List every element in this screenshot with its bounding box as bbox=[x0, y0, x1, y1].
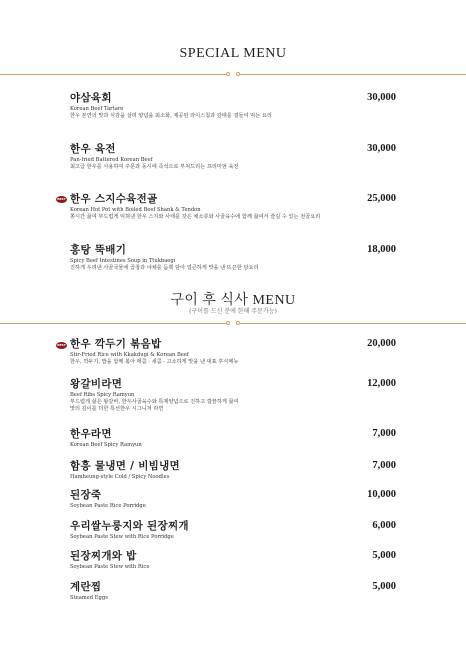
item-name: 된장찌개와 밥 bbox=[70, 550, 137, 562]
best-badge: BEST bbox=[57, 197, 66, 201]
menu-item-wanggalbi-ramyun bbox=[70, 378, 400, 413]
menu-item-yasam-yukhoe bbox=[70, 92, 400, 120]
item-english-name: Korean Beef Tartare bbox=[70, 106, 124, 112]
item-price: 6,000 bbox=[372, 520, 396, 531]
item-description: 부드럽게 삶은 왕갈비, 한우사골육수와 특제양념으로 진하고 깔끔하게 끓여 bbox=[70, 399, 239, 405]
item-price: 18,000 bbox=[367, 244, 396, 255]
menu-item-kkakdugi-fried-rice bbox=[70, 338, 400, 366]
item-name: 우리쌀누룽지와 된장찌개 bbox=[70, 520, 189, 532]
item-english-name: Korean Beef Spicy Ramyun bbox=[70, 442, 142, 448]
item-price: 25,000 bbox=[367, 193, 396, 204]
item-name: 한우라면 bbox=[70, 428, 112, 440]
item-english-name: Korean Hot Pot with Boiled Beef Shank & Tendon bbox=[70, 207, 201, 213]
item-name: 왕갈비라면 bbox=[70, 378, 123, 390]
item-price: 5,000 bbox=[372, 581, 396, 592]
special-menu-divider bbox=[0, 71, 466, 77]
special-menu-title: SPECIAL MENU bbox=[179, 46, 287, 61]
item-price: 10,000 bbox=[367, 489, 396, 500]
menu-item-doenjang-juk bbox=[70, 489, 400, 510]
menu-item-hanwoo-ramyun bbox=[70, 428, 400, 449]
item-english-name: Hamheung-style Cold / Spicy Noodles bbox=[70, 474, 170, 480]
item-name: 홍탕 뚝배기 bbox=[70, 244, 127, 256]
item-name: 함흥 물냉면 / 비빔냉면 bbox=[70, 460, 180, 472]
menu-item-hongtang bbox=[70, 244, 400, 272]
item-price: 20,000 bbox=[367, 338, 396, 349]
item-description: 쫑시간 끓여 부드럽게 익혀낸 한우 스지와 사태를 갖은 채소류와 사골육수에 함께 끓여서 즐길 수 있는 전골요리 bbox=[70, 214, 321, 220]
item-name: 야삼육회 bbox=[70, 92, 112, 104]
item-name: 계란찜 bbox=[70, 581, 102, 593]
after-menu-divider bbox=[0, 320, 466, 326]
item-price: 30,000 bbox=[367, 143, 396, 154]
menu-item-jjigae-rice bbox=[70, 550, 400, 571]
item-english-name: Soybean Paste Rice Porridge bbox=[70, 503, 146, 509]
menu-item-nurungji-jjigae bbox=[70, 520, 400, 541]
after-menu-subtitle: (구이를 드신 분에 한해 주문가능) bbox=[189, 308, 277, 315]
item-price: 12,000 bbox=[367, 378, 396, 389]
menu-item-suji-jeongol bbox=[70, 193, 400, 221]
item-price: 30,000 bbox=[367, 92, 396, 103]
item-price: 7,000 bbox=[372, 428, 396, 439]
after-menu-title: 구이 후 식사 MENU bbox=[170, 293, 296, 308]
item-name: 한우 육전 bbox=[70, 143, 116, 155]
item-description: 진하게 우려낸 사골국물에 곱창과 야채를 듬뿍 담아 얼큰하게 맛을 낸 뜨끈한 탕요리 bbox=[70, 265, 259, 271]
item-description: 한우, 깍두기, 밥을 함께 볶아 매콤 · 새콤 · 고소하게 맛을 낸 대표 후식메뉴 bbox=[70, 359, 239, 365]
item-english-name: Steamed Eggs bbox=[70, 595, 108, 601]
item-name: 된장죽 bbox=[70, 489, 102, 501]
item-name: 한우 깍두기 볶음밥 bbox=[70, 338, 162, 350]
item-description: 한우 본연의 맛과 식감을 살려 양념을 최소화, 제공된 라이스칩과 감태를 곁들여 먹는 요리 bbox=[70, 113, 272, 119]
best-badge: BEST bbox=[57, 343, 66, 347]
item-english-name: Soybean Paste Stew with Rice Porridge bbox=[70, 534, 174, 540]
item-english-name: Soybean Paste Stew with Rice bbox=[70, 564, 150, 570]
item-english-name: Stir-Fried Rice with Kkakdugi & Korean Beef bbox=[70, 352, 189, 358]
menu-item-naengmyeon bbox=[70, 460, 400, 481]
item-description-line2: 맛의 깊이를 더한 특선한우 시그니처 라면 bbox=[70, 406, 164, 412]
item-english-name: Spicy Beef Intestines Soup in Ttukbaegi bbox=[70, 258, 176, 264]
item-price: 7,000 bbox=[372, 460, 396, 471]
item-english-name: Beef Ribs Spicy Ramyun bbox=[70, 392, 135, 398]
item-english-name: Pan-fried Battered Korean Beef bbox=[70, 157, 153, 163]
item-name: 한우 스지수육전골 bbox=[70, 193, 158, 205]
item-price: 5,000 bbox=[372, 550, 396, 561]
item-description: 최고급 한우를 사용하여 주문과 동시에 즉석으로 부쳐드리는 프리미엄 육전 bbox=[70, 164, 239, 170]
menu-item-hanwoo-yukjeon bbox=[70, 143, 400, 171]
menu-item-gyeranjjim bbox=[70, 581, 400, 602]
